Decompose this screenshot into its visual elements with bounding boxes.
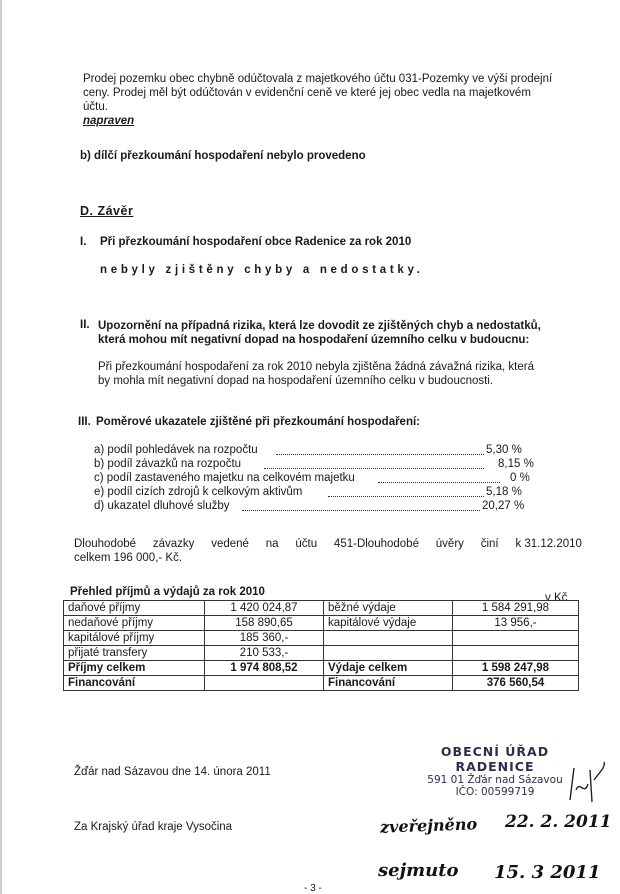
word: Dlouhodobé <box>74 538 137 550</box>
place-date: Žďár nad Sázavou dne 14. února 2011 <box>74 766 271 778</box>
handwritten-published-date: 22. 2. 2011 <box>505 812 612 832</box>
land-sale-line-3: účtu. <box>83 101 108 113</box>
income-label: nedaňové příjmy <box>64 616 205 631</box>
income-value: 158 890,65 <box>205 616 324 631</box>
land-sale-status: napraven <box>83 115 135 127</box>
table-row <box>64 616 579 631</box>
word: vedené <box>211 538 249 550</box>
ratio-value: 8,15 % <box>498 458 534 470</box>
financing-label-right: Financování <box>324 676 453 691</box>
stamp-line-1: OBECNÍ ÚŘAD <box>440 744 550 759</box>
income-total-value: 1 974 808,52 <box>205 661 324 676</box>
expense-value: 1 584 291,98 <box>453 601 579 616</box>
expense-label: kapitálové výdaje <box>324 616 453 631</box>
ratio-row <box>94 500 534 514</box>
item-3-title: Poměrové ukazatele zjištěné při přezkoumání hospodaření: <box>96 416 421 428</box>
table-financing-row <box>64 676 579 691</box>
land-sale-line-1: Prodej pozemku obec chybně odúčtovala z majetkového účtu 031-Pozemky ve výši prodejní <box>83 73 553 85</box>
word: závazky <box>152 538 195 550</box>
ratio-row <box>94 472 534 486</box>
ratio-row <box>94 458 534 472</box>
partial-review-note: b) dílčí přezkoumání hospodaření nebylo provedeno <box>80 150 366 162</box>
table-row <box>64 646 579 661</box>
item-2-body <box>98 360 598 388</box>
empty-cell <box>205 676 324 691</box>
office-stamp <box>420 744 570 798</box>
item-2-body-line-2: by mohla mít negativní dopad na hospodaření územního celku v budoucnosti. <box>98 375 494 387</box>
handwritten-removed-date: 15. 3 2011 <box>494 862 601 883</box>
item-3-number: III. <box>78 416 91 428</box>
land-sale-paragraph <box>83 72 603 128</box>
word: činí <box>480 538 499 550</box>
handwritten-published: zveřejněno <box>379 814 478 837</box>
income-label: daňové příjmy <box>64 601 205 616</box>
table-row <box>64 601 579 616</box>
table-unit: v Kč <box>545 592 568 604</box>
ratio-value: 0 % <box>510 472 530 484</box>
item-1-result: nebyly zjištěny chyby a nedostatky. <box>100 264 424 276</box>
signature-scribble <box>560 760 610 806</box>
ratio-row <box>94 486 534 500</box>
expense-total-label: Výdaje celkem <box>324 661 453 676</box>
ratio-label: d) ukazatel dluhové služby <box>94 500 230 512</box>
empty-cell <box>324 646 453 661</box>
item-1-text: Při přezkoumání hospodaření obce Radenice za rok 2010 <box>100 236 412 248</box>
income-value: 210 533,- <box>205 646 324 661</box>
table-title: Přehled příjmů a výdajů za rok 2010 <box>70 586 265 598</box>
word: 451-Dlouhodobé <box>333 538 419 550</box>
expense-label: běžné výdaje <box>324 601 453 616</box>
income-value: 1 420 024,87 <box>205 601 324 616</box>
income-label: přijaté transfery <box>64 646 205 661</box>
financing-value: 376 560,54 <box>453 676 579 691</box>
ratio-label: a) podíl pohledávek na rozpočtu <box>94 444 258 456</box>
ratio-value: 5,30 % <box>486 444 522 456</box>
long-term-line-2: celkem 196 000,- Kč. <box>74 552 183 564</box>
word: úvěry <box>435 538 464 550</box>
land-sale-line-2: ceny. Prodej měl být odúčtován v evidenční ceně ve které jej obec vedla na majetkovém <box>83 87 531 99</box>
empty-cell <box>453 646 579 661</box>
page-number: - 3 - <box>304 883 322 894</box>
income-total-label: Příjmy celkem <box>64 661 205 676</box>
issuing-authority: Za Krajský úřad kraje Vysočina <box>74 821 233 833</box>
word: účtu <box>295 538 318 550</box>
ratio-label: c) podíl zastaveného majetku na celkovém majetku <box>94 472 355 484</box>
income-expense-table <box>63 600 579 691</box>
ratio-value: 20,27 % <box>482 500 525 512</box>
stamp-line-4: IČO: 00599719 <box>455 786 535 798</box>
expense-value: 13 956,- <box>453 616 579 631</box>
income-label: kapitálové příjmy <box>64 631 205 646</box>
table-row <box>64 631 579 646</box>
word: k 31.12.2010 <box>515 538 582 550</box>
item-2-body-line-1: Při přezkoumání hospodaření za rok 2010 nebyla zjištěna žádná závažná rizika, která <box>98 361 534 373</box>
stamp-line-2: RADENICE <box>455 759 535 774</box>
ratio-value: 5,18 % <box>486 486 522 498</box>
empty-cell <box>324 631 453 646</box>
ratio-row <box>94 444 534 458</box>
item-2-title-line-1: Upozornění na případná rizika, která lze dovodit ze zjištěných chyb a nedostatků, <box>98 320 541 332</box>
long-term-line-1 <box>74 538 582 550</box>
income-value: 185 360,- <box>205 631 324 646</box>
item-2-number: II. <box>80 319 90 331</box>
item-1-number: I. <box>80 236 87 248</box>
word: na <box>265 538 279 550</box>
financing-label: Financování <box>64 676 205 691</box>
handwritten-removed: sejmuto <box>378 860 459 881</box>
item-2-title-line-2: která mohou mít negativní dopad na hospodaření územního celku v budoucnu: <box>98 334 530 346</box>
stamp-line-3: 591 01 Žďár nad Sázavou <box>427 774 563 786</box>
item-2-title <box>98 319 598 347</box>
section-d-heading: D. Závěr <box>80 204 134 218</box>
expense-total-value: 1 598 247,98 <box>453 661 579 676</box>
empty-cell <box>453 631 579 646</box>
scan-edge <box>0 0 2 894</box>
table-total-row <box>64 661 579 676</box>
ratio-list <box>94 444 534 514</box>
ratio-label: e) podíl cizích zdrojů k celkovým aktivům <box>94 486 303 498</box>
ratio-label: b) podíl závazků na rozpočtu <box>94 458 242 470</box>
